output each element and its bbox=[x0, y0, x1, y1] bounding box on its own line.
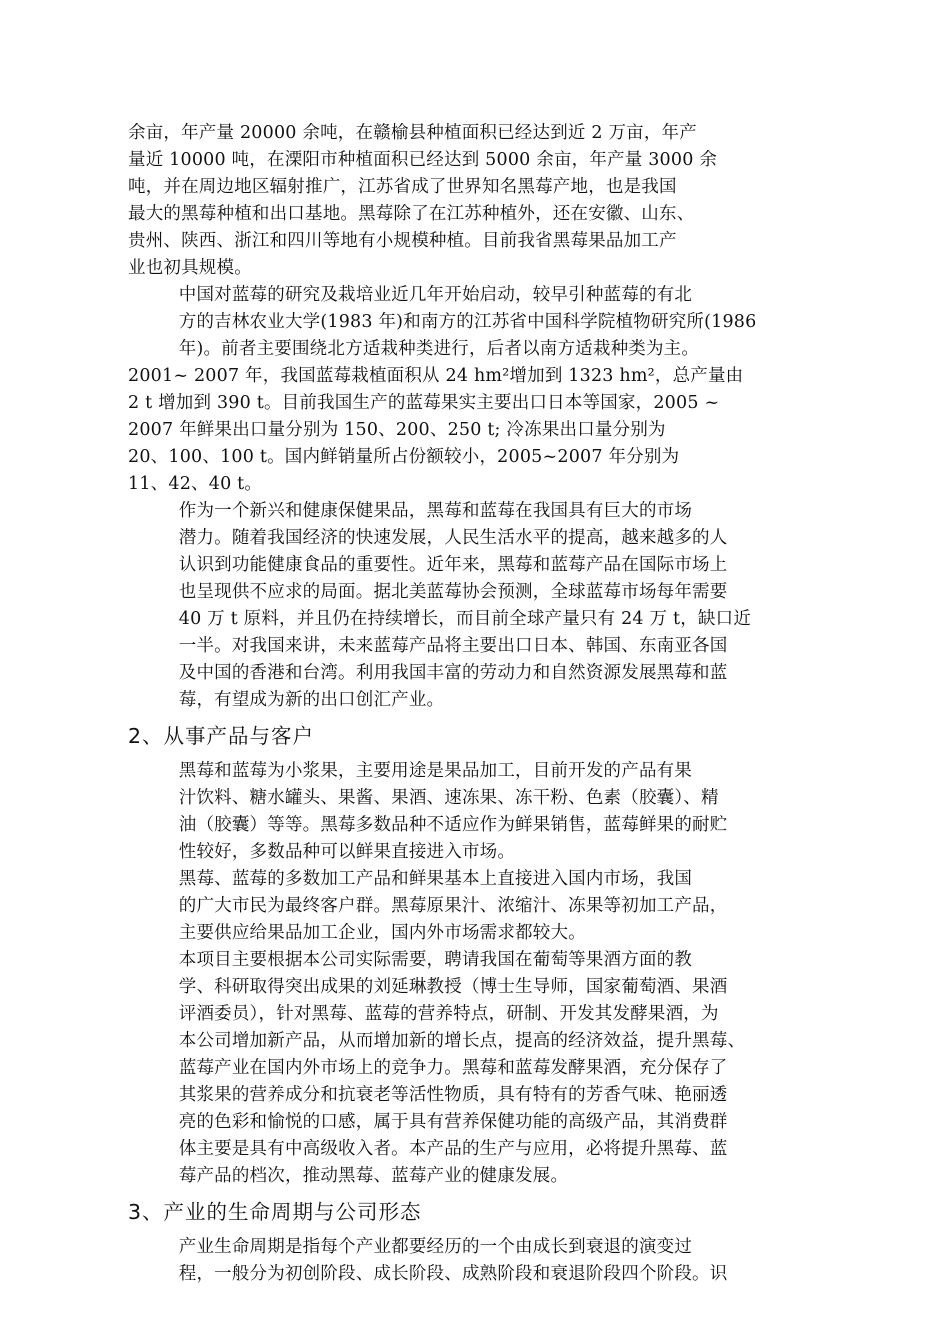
text-line: 其浆果的营养成分和抗衰老等活性物质，具有特有的芳香气味、艳丽透 bbox=[178, 1085, 728, 1105]
text-line: 黑莓和蓝莓为小浆果，主要用途是果品加工，目前开发的产品有果 bbox=[178, 761, 693, 781]
text-line: 业也初具规模。 bbox=[128, 258, 252, 278]
paragraph bbox=[128, 498, 826, 714]
text-line: 量近 10000 吨，在溧阳市种植面积已经达到 5000 余亩，年产量 3000 余 bbox=[128, 150, 718, 170]
paragraph bbox=[128, 363, 826, 498]
text-line: 莓，有望成为新的出口创汇产业。 bbox=[178, 690, 445, 710]
paragraph bbox=[128, 120, 826, 282]
text-line: 最大的黑莓种植和出口基地。黑莓除了在江苏种植外，还在安徽、山东、 bbox=[128, 204, 695, 224]
text-line: 的广大市民为最终客户群。黑莓原果汁、浓缩汁、冻果等初加工产品， bbox=[178, 896, 728, 916]
text-line: 认识到功能健康食品的重要性。近年来，黑莓和蓝莓产品在国际市场上 bbox=[178, 555, 728, 575]
paragraph bbox=[128, 866, 826, 947]
text-line: 贵州、陕西、浙江和四川等地有小规模种植。目前我省黑莓果品加工产 bbox=[128, 231, 677, 251]
text-line: 莓产品的档次，推动黑莓、蓝莓产业的健康发展。 bbox=[178, 1166, 569, 1186]
text-line: 本项目主要根据本公司实际需要，聘请我国在葡萄等果酒方面的教 bbox=[178, 950, 693, 970]
text-line: 40 万 t 原料，并且仍在持续增长，而目前全球产量只有 24 万 t，缺口近 bbox=[178, 609, 752, 629]
text-line: 11、42、40 t。 bbox=[128, 474, 263, 494]
text-line: 中国对蓝莓的研究及栽培业近几年开始启动，较早引种蓝莓的有北 bbox=[178, 285, 693, 305]
text-line: 潜力。随着我国经济的快速发展，人民生活水平的提高，越来越多的人 bbox=[178, 528, 728, 548]
text-line: 学、科研取得突出成果的刘延琳教授（博士生导师，国家葡萄酒、果酒 bbox=[178, 977, 728, 997]
text-line: 汁饮料、糖水罐头、果酱、果酒、速冻果、冻干粉、色素（胶囊）、精 bbox=[178, 788, 719, 808]
paragraph bbox=[128, 758, 826, 866]
paragraph bbox=[128, 282, 826, 363]
text-line: 也呈现供不应求的局面。据北美蓝莓协会预测，全球蓝莓市场每年需要 bbox=[178, 582, 728, 602]
text-line: 程，一般分为初创阶段、成长阶段、成熟阶段和衰退阶段四个阶段。识 bbox=[178, 1264, 728, 1284]
text-line: 产业生命周期是指每个产业都要经历的一个由成长到衰退的演变过 bbox=[178, 1237, 693, 1257]
text-line: 亮的色彩和愉悦的口感，属于具有营养保健功能的高级产品，其消费群 bbox=[178, 1112, 728, 1132]
text-line: 作为一个新兴和健康保健果品，黑莓和蓝莓在我国具有巨大的市场 bbox=[178, 501, 693, 521]
text-line: 20、100、100 t。国内鲜销量所占份额较小，2005~2007 年分别为 bbox=[128, 447, 680, 467]
text-line: 一半。对我国来讲，未来蓝莓产品将主要出口日本、韩国、东南亚各国 bbox=[178, 636, 728, 656]
text-line: 主要供应给果品加工企业，国内外市场需求都较大。 bbox=[178, 923, 586, 943]
text-line: 方的吉林农业大学(1983 年)和南方的江苏省中国科学院植物研究所(1986 bbox=[178, 312, 757, 332]
paragraph bbox=[128, 1234, 826, 1288]
text-line: 蓝莓产业在国内外市场上的竞争力。黑莓和蓝莓发酵果酒，充分保存了 bbox=[178, 1058, 728, 1078]
text-line: 余亩，年产量 20000 余吨，在赣榆县种植面积已经达到近 2 万亩，年产 bbox=[128, 123, 697, 143]
text-line: 2007 年鲜果出口量分别为 150、200、250 t; 冷冻果出口量分别为 bbox=[128, 420, 666, 440]
text-line: 2 t 增加到 390 t。目前我国生产的蓝莓果实主要出口日本等国家，2005 ~ bbox=[128, 393, 720, 413]
text-line: 及中国的香港和台湾。利用我国丰富的劳动力和自然资源发展黑莓和蓝 bbox=[178, 663, 728, 683]
text-line: 黑莓、蓝莓的多数加工产品和鲜果基本上直接进入国内市场，我国 bbox=[178, 869, 693, 889]
text-line: 评酒委员），针对黑莓、蓝莓的营养特点，研制、开发其发酵果酒，为 bbox=[178, 1004, 719, 1024]
section-heading: 2、从事产品与客户 bbox=[128, 724, 315, 748]
text-line: 年)。前者主要围绕北方适栽种类进行，后者以南方适栽种类为主。 bbox=[178, 339, 700, 359]
text-line: 油（胶囊）等等。黑莓多数品种不适应作为鲜果销售，蓝莓鲜果的耐贮 bbox=[178, 815, 728, 835]
section-heading: 3、产业的生命周期与公司形态 bbox=[128, 1200, 422, 1224]
paragraph bbox=[128, 947, 826, 1190]
text-line: 体主要是具有中高级收入者。本产品的生产与应用，必将提升黑莓、蓝 bbox=[178, 1139, 728, 1159]
text-line: 性较好，多数品种可以鲜果直接进入市场。 bbox=[178, 842, 516, 862]
text-line: 2001~ 2007 年，我国蓝莓栽植面积从 24 hm²增加到 1323 hm²，总产量由 bbox=[128, 366, 744, 386]
text-line: 吨，并在周边地区辐射推广，江苏省成了世界知名黑莓产地，也是我国 bbox=[128, 177, 677, 197]
text-line: 本公司增加新产品，从而增加新的增长点，提高的经济效益，提升黑莓、 bbox=[178, 1031, 746, 1051]
